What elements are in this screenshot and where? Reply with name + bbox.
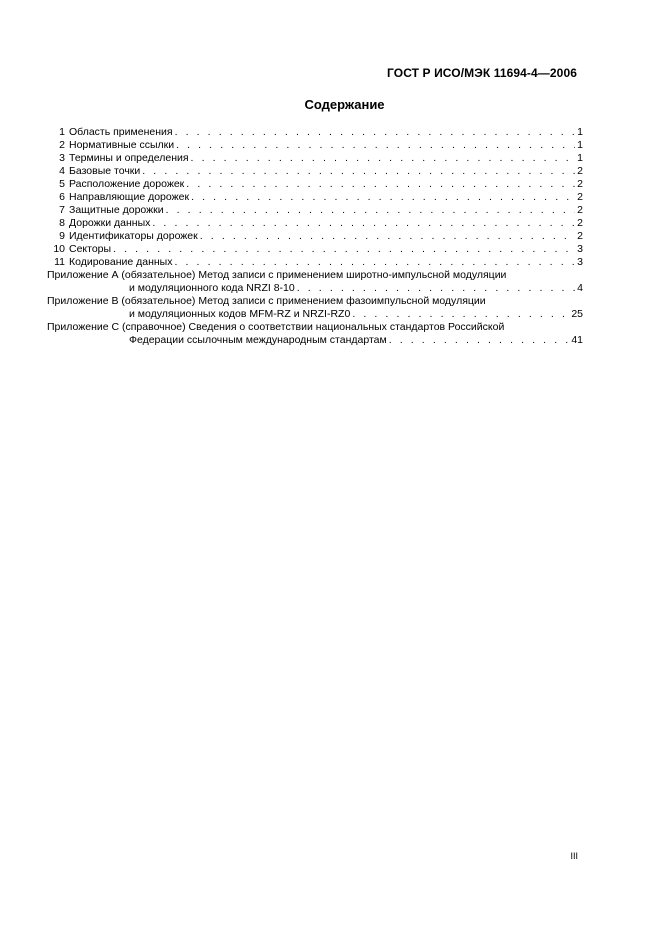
toc-title: Содержание <box>304 97 385 112</box>
document-code: ГОСТ Р ИСО/МЭК 11694-4—2006 <box>387 66 577 80</box>
table-of-contents <box>47 126 583 347</box>
appendix-entry[interactable] <box>47 269 583 295</box>
toc-entry[interactable] <box>47 243 583 256</box>
appendix-continuation: Федерации ссылочным международным стандартам <box>129 334 387 346</box>
toc-entry[interactable] <box>47 152 583 165</box>
toc-leader-dots <box>191 191 575 204</box>
toc-entry[interactable] <box>47 204 583 217</box>
appendix-continuation: и модуляционных кодов MFM-RZ и NRZI-RZ0 <box>129 308 351 320</box>
toc-entry-number: 8 <box>59 217 65 229</box>
toc-leader-dots <box>175 126 576 139</box>
toc-entry-page: 1 <box>577 126 583 138</box>
appendix-heading: Приложение В (обязательное) Метод записи с применением фазоимпульсной модуляции <box>47 295 486 307</box>
toc-entry-number: 3 <box>59 152 65 164</box>
page-number: III <box>570 851 578 861</box>
toc-entry-number: 2 <box>59 139 65 151</box>
toc-entry-title: Кодирование данных <box>69 256 173 268</box>
toc-leader-dots <box>166 204 576 217</box>
toc-entry[interactable] <box>47 230 583 243</box>
toc-entry-title: Базовые точки <box>69 165 141 177</box>
toc-entry-title: Нормативные ссылки <box>69 139 175 151</box>
toc-entry-title: Секторы <box>69 243 112 255</box>
toc-leader-dots <box>297 282 575 295</box>
toc-entry-number: 10 <box>53 243 65 255</box>
appendix-heading: Приложение С (справочное) Сведения о соответствии национальных стандартов Российской <box>47 321 505 333</box>
toc-leader-dots <box>113 243 575 256</box>
toc-entry-page: 1 <box>577 152 583 164</box>
toc-entry[interactable] <box>47 256 583 269</box>
toc-leader-dots <box>174 256 575 269</box>
toc-leader-dots <box>191 152 576 165</box>
appendix-page: 4 <box>577 282 583 294</box>
toc-entry-number: 7 <box>59 204 65 216</box>
toc-entry[interactable] <box>47 217 583 230</box>
toc-entry-title: Дорожки данных <box>69 217 151 229</box>
toc-leader-dots <box>352 308 569 321</box>
appendix-heading: Приложение А (обязательное) Метод записи с применением широтно-импульсной модуляции <box>47 269 507 281</box>
toc-entry-number: 11 <box>54 256 65 268</box>
toc-leader-dots <box>142 165 575 178</box>
appendix-page: 41 <box>571 334 583 346</box>
toc-leader-dots <box>176 139 575 152</box>
toc-entry-page: 3 <box>577 243 583 255</box>
appendix-entry[interactable] <box>47 295 583 321</box>
appendix-continuation: и модуляционного кода NRZI 8-10 <box>129 282 295 294</box>
toc-entry-page: 2 <box>577 191 583 203</box>
toc-entry-page: 1 <box>577 139 583 151</box>
toc-entry-number: 1 <box>59 126 65 138</box>
toc-entry[interactable] <box>47 139 583 152</box>
toc-entry-title: Направляющие дорожек <box>69 191 190 203</box>
toc-entry-number: 6 <box>59 191 65 203</box>
toc-entry[interactable] <box>47 126 583 139</box>
toc-entry-page: 2 <box>577 230 583 242</box>
toc-leader-dots <box>186 178 575 191</box>
toc-entry-page: 3 <box>577 256 583 268</box>
appendix-entry[interactable] <box>47 321 583 347</box>
toc-leader-dots <box>389 334 570 347</box>
toc-entry-title: Идентификаторы дорожек <box>69 230 198 242</box>
toc-entry-title: Защитные дорожки <box>69 204 164 216</box>
toc-entry-title: Термины и определения <box>69 152 189 164</box>
toc-entry-page: 2 <box>577 165 583 177</box>
toc-entry-number: 9 <box>59 230 65 242</box>
toc-entry[interactable] <box>47 178 583 191</box>
toc-entry-title: Область применения <box>69 126 173 138</box>
toc-entry-number: 4 <box>59 165 65 177</box>
appendix-page: 25 <box>571 308 583 320</box>
toc-entry-number: 5 <box>59 178 65 190</box>
toc-entry-page: 2 <box>577 204 583 216</box>
toc-entry-page: 2 <box>577 217 583 229</box>
toc-entry[interactable] <box>47 191 583 204</box>
toc-entry[interactable] <box>47 165 583 178</box>
toc-entry-title: Расположение дорожек <box>69 178 185 190</box>
toc-leader-dots <box>152 217 575 230</box>
toc-entry-page: 2 <box>577 178 583 190</box>
toc-leader-dots <box>200 230 575 243</box>
